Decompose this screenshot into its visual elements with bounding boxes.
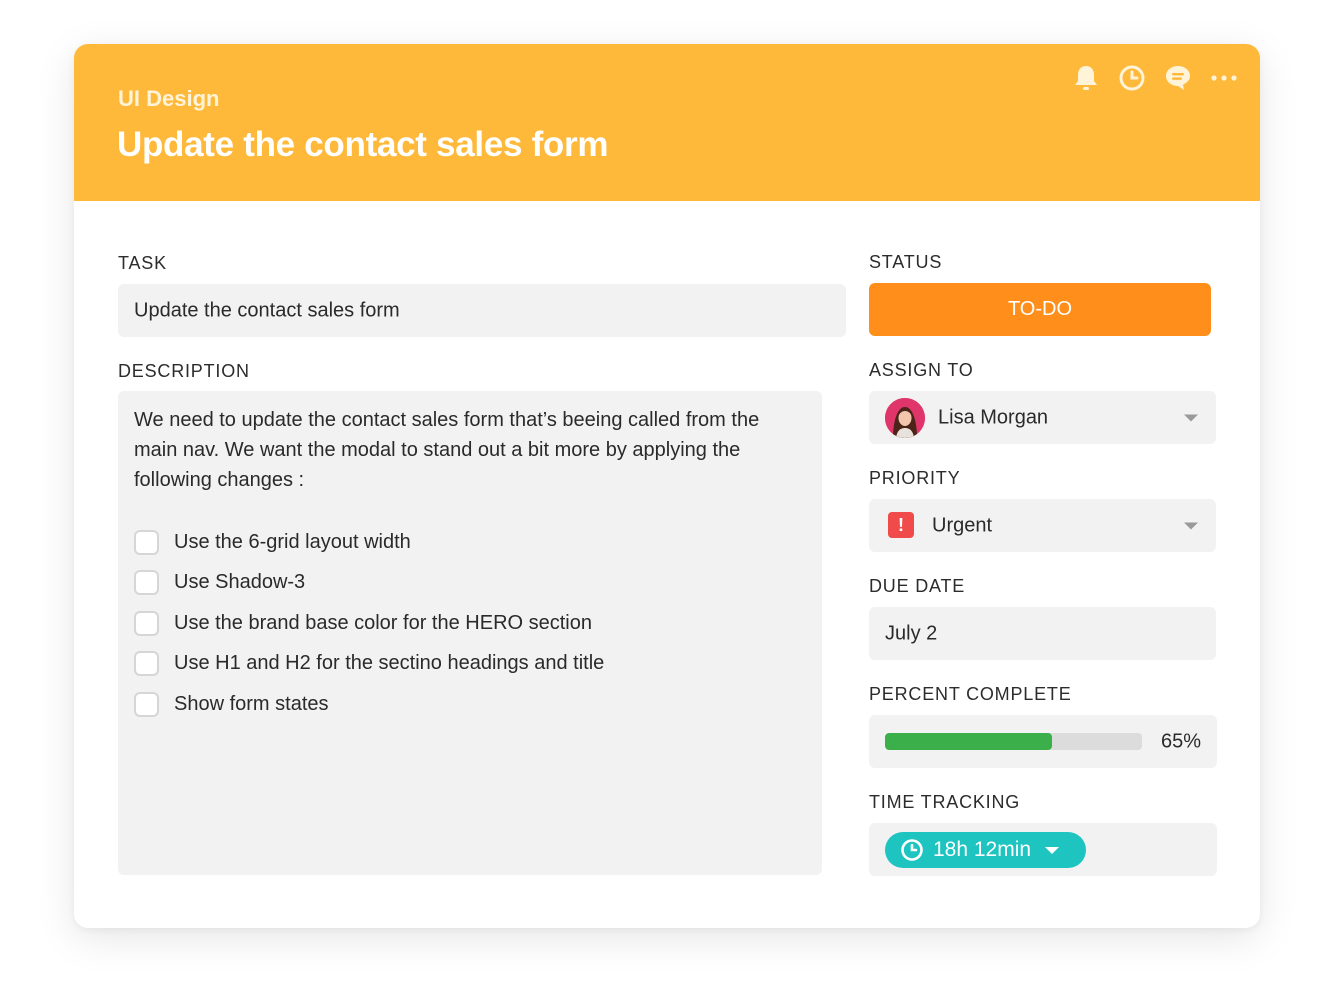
- progress-fill: [885, 733, 1052, 750]
- checklist-item-label: Show form states: [174, 692, 329, 715]
- percent-label: PERCENT COMPLETE: [869, 684, 1072, 704]
- description-text: We need to update the contact sales form that’s beeing called from the main nav. We want the modal to stand out a bit more by applying the following changes :: [134, 409, 760, 491]
- header-actions: [1072, 64, 1238, 92]
- checklist-item[interactable]: [134, 563, 604, 604]
- description-field[interactable]: [118, 391, 822, 875]
- checklist-item-label: Use Shadow-3: [174, 571, 306, 594]
- task-field[interactable]: [118, 284, 846, 337]
- more-icon[interactable]: [1210, 64, 1238, 92]
- checklist-item[interactable]: [134, 522, 604, 563]
- bell-icon[interactable]: [1072, 64, 1100, 92]
- chevron-down-icon: [1184, 522, 1198, 529]
- assign-select[interactable]: [869, 391, 1216, 444]
- priority-select[interactable]: [869, 499, 1216, 552]
- time-tracking-button[interactable]: [885, 832, 1086, 868]
- due-date-field[interactable]: [869, 607, 1216, 660]
- percent-field: [869, 715, 1217, 768]
- clock-icon[interactable]: [1118, 64, 1146, 92]
- checklist-item[interactable]: [134, 603, 604, 644]
- description-label: DESCRIPTION: [118, 361, 250, 381]
- percent-value: 65%: [1160, 730, 1201, 752]
- task-value: Update the contact sales form: [134, 299, 400, 321]
- checklist-item-label: Use H1 and H2 for the sectino headings and title: [174, 652, 605, 675]
- checklist: [134, 522, 604, 725]
- project-name[interactable]: UI Design: [118, 86, 220, 111]
- time-value: 18h 12min: [933, 838, 1032, 861]
- priority-label: PRIORITY: [869, 468, 961, 488]
- time-tracking-label: TIME TRACKING: [869, 792, 1021, 812]
- chevron-down-icon: [1184, 414, 1198, 421]
- checklist-item-label: Use the 6-grid layout width: [174, 530, 411, 553]
- assign-label: ASSIGN TO: [869, 360, 974, 380]
- priority-value: Urgent: [932, 514, 993, 536]
- task-card: [74, 44, 1260, 928]
- checkbox[interactable]: [134, 611, 159, 636]
- checklist-item-label: Use the brand base color for the HERO section: [174, 611, 592, 634]
- page-title: Update the contact sales form: [117, 125, 609, 164]
- checklist-item[interactable]: [134, 684, 604, 725]
- card-header: [74, 44, 1260, 201]
- due-date-label: DUE DATE: [869, 576, 966, 596]
- exclamation-icon: !: [888, 512, 914, 538]
- progress-bar[interactable]: [885, 733, 1142, 750]
- status-label: STATUS: [869, 252, 943, 272]
- chevron-down-icon: [1045, 847, 1059, 854]
- checklist-item[interactable]: [134, 644, 604, 685]
- checkbox[interactable]: [134, 651, 159, 676]
- status-button[interactable]: TO-DO: [869, 283, 1211, 336]
- assignee-name: Lisa Morgan: [938, 406, 1049, 428]
- avatar: [885, 398, 925, 438]
- due-date-value: July 2: [885, 622, 938, 644]
- task-label: TASK: [118, 253, 167, 273]
- time-tracking-field: [869, 823, 1217, 876]
- checkbox[interactable]: [134, 530, 159, 555]
- comment-icon[interactable]: [1164, 64, 1192, 92]
- clock-icon: [900, 838, 924, 862]
- checkbox[interactable]: [134, 570, 159, 595]
- checkbox[interactable]: [134, 692, 159, 717]
